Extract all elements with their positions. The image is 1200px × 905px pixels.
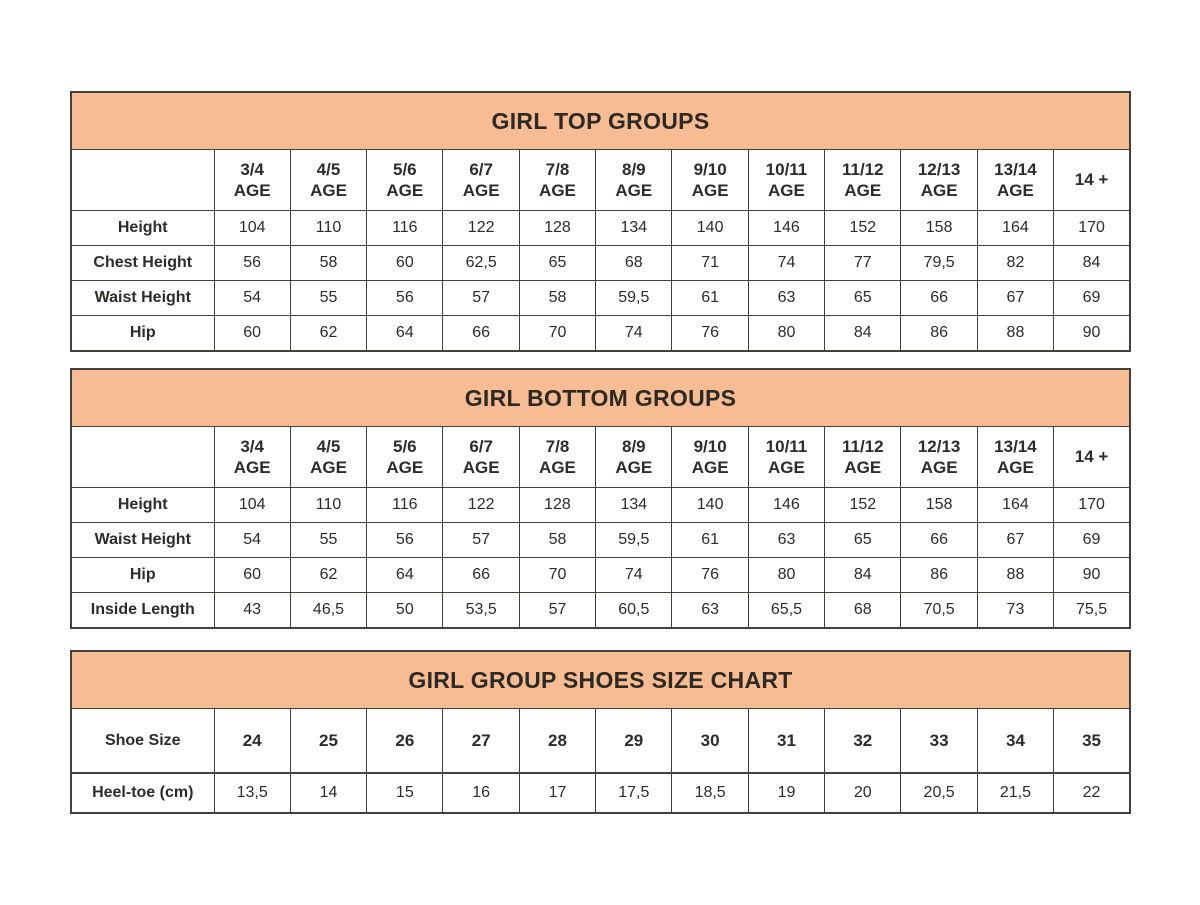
corner-empty-cell [71, 427, 214, 488]
data-cell: 170 [1054, 488, 1130, 523]
data-cell: 54 [214, 523, 290, 558]
data-cell: 19 [748, 773, 824, 813]
table-row [71, 593, 1130, 629]
data-cell: 67 [977, 281, 1053, 316]
data-cell: 77 [825, 246, 901, 281]
data-cell: 17 [519, 773, 595, 813]
data-cell: 110 [290, 488, 366, 523]
age-column-header: 8/9 AGE [596, 150, 672, 211]
age-column-header: 11/12 AGE [825, 427, 901, 488]
data-cell: 116 [367, 488, 443, 523]
data-cell: 134 [596, 488, 672, 523]
data-cell: 80 [748, 316, 824, 352]
data-cell: 62,5 [443, 246, 519, 281]
data-cell: 62 [290, 558, 366, 593]
table-row [71, 523, 1130, 558]
data-cell: 146 [748, 211, 824, 246]
data-cell: 110 [290, 211, 366, 246]
row-label: Hip [71, 316, 214, 352]
age-column-header: 4/5 AGE [290, 427, 366, 488]
data-cell: 59,5 [596, 281, 672, 316]
table-row [71, 211, 1130, 246]
age-column-header: 6/7 AGE [443, 150, 519, 211]
data-cell: 104 [214, 488, 290, 523]
data-cell: 53,5 [443, 593, 519, 629]
data-cell: 63 [672, 593, 748, 629]
age-column-header: 3/4 AGE [214, 427, 290, 488]
corner-empty-cell [71, 150, 214, 211]
data-cell: 152 [825, 488, 901, 523]
data-cell: 84 [1054, 246, 1130, 281]
data-cell: 26 [367, 709, 443, 774]
data-cell: 55 [290, 281, 366, 316]
data-cell: 74 [596, 316, 672, 352]
data-cell: 116 [367, 211, 443, 246]
age-column-header: 10/11 AGE [748, 150, 824, 211]
table-row [71, 558, 1130, 593]
data-cell: 104 [214, 211, 290, 246]
data-cell: 122 [443, 211, 519, 246]
data-cell: 30 [672, 709, 748, 774]
row-label: Waist Height [71, 523, 214, 558]
age-column-header: 12/13 AGE [901, 150, 977, 211]
data-cell: 14 [290, 773, 366, 813]
data-cell: 57 [519, 593, 595, 629]
row-label: Height [71, 211, 214, 246]
data-cell: 79,5 [901, 246, 977, 281]
data-cell: 60 [214, 316, 290, 352]
age-column-header: 6/7 AGE [443, 427, 519, 488]
data-cell: 140 [672, 488, 748, 523]
data-cell: 35 [1054, 709, 1130, 774]
data-cell: 16 [443, 773, 519, 813]
data-cell: 152 [825, 211, 901, 246]
data-cell: 70,5 [901, 593, 977, 629]
data-cell: 70 [519, 558, 595, 593]
table-row [71, 773, 1130, 813]
age-column-header: 3/4 AGE [214, 150, 290, 211]
row-label: Chest Height [71, 246, 214, 281]
data-cell: 128 [519, 488, 595, 523]
data-cell: 66 [901, 281, 977, 316]
age-column-header: 7/8 AGE [519, 150, 595, 211]
data-cell: 64 [367, 316, 443, 352]
age-column-header: 13/14 AGE [977, 427, 1053, 488]
data-cell: 158 [901, 488, 977, 523]
data-cell: 164 [977, 488, 1053, 523]
table-title-band [71, 92, 1130, 150]
data-cell: 54 [214, 281, 290, 316]
data-cell: 46,5 [290, 593, 366, 629]
data-cell: 58 [519, 281, 595, 316]
table-row [71, 316, 1130, 352]
data-cell: 61 [672, 523, 748, 558]
age-column-header: 14 + [1054, 427, 1130, 488]
data-cell: 90 [1054, 558, 1130, 593]
age-column-header: 8/9 AGE [596, 427, 672, 488]
data-cell: 74 [748, 246, 824, 281]
row-label: Heel-toe (cm) [71, 773, 214, 813]
table-title: GIRL TOP GROUPS [491, 107, 710, 134]
data-cell: 50 [367, 593, 443, 629]
data-cell: 86 [901, 316, 977, 352]
data-cell: 21,5 [977, 773, 1053, 813]
data-cell: 28 [519, 709, 595, 774]
data-cell: 170 [1054, 211, 1130, 246]
row-label: Hip [71, 558, 214, 593]
data-cell: 68 [825, 593, 901, 629]
data-cell: 146 [748, 488, 824, 523]
age-column-header: 5/6 AGE [367, 150, 443, 211]
table-girl-bottom-groups [70, 368, 1131, 629]
data-cell: 15 [367, 773, 443, 813]
data-cell: 63 [748, 281, 824, 316]
data-cell: 25 [290, 709, 366, 774]
data-cell: 134 [596, 211, 672, 246]
data-cell: 31 [748, 709, 824, 774]
data-cell: 71 [672, 246, 748, 281]
data-cell: 74 [596, 558, 672, 593]
data-cell: 27 [443, 709, 519, 774]
data-cell: 122 [443, 488, 519, 523]
data-cell: 69 [1054, 523, 1130, 558]
data-cell: 65 [825, 281, 901, 316]
table-girl-shoes-size-chart [70, 650, 1131, 814]
data-cell: 75,5 [1054, 593, 1130, 629]
data-cell: 73 [977, 593, 1053, 629]
data-cell: 60,5 [596, 593, 672, 629]
data-cell: 65 [519, 246, 595, 281]
data-cell: 76 [672, 316, 748, 352]
table-row [71, 281, 1130, 316]
data-cell: 158 [901, 211, 977, 246]
data-cell: 34 [977, 709, 1053, 774]
data-cell: 29 [596, 709, 672, 774]
data-cell: 90 [1054, 316, 1130, 352]
data-cell: 24 [214, 709, 290, 774]
size-table-grid [70, 91, 1131, 352]
data-cell: 57 [443, 523, 519, 558]
data-cell: 84 [825, 558, 901, 593]
data-cell: 140 [672, 211, 748, 246]
table-row [71, 488, 1130, 523]
data-cell: 65,5 [748, 593, 824, 629]
data-cell: 88 [977, 316, 1053, 352]
data-cell: 64 [367, 558, 443, 593]
size-table-grid [70, 368, 1131, 629]
data-cell: 66 [443, 558, 519, 593]
row-label: Shoe Size [71, 709, 214, 774]
table-title: GIRL GROUP SHOES SIZE CHART [408, 666, 793, 693]
data-cell: 18,5 [672, 773, 748, 813]
age-column-header: 9/10 AGE [672, 427, 748, 488]
data-cell: 67 [977, 523, 1053, 558]
data-cell: 66 [901, 523, 977, 558]
table-title-band [71, 369, 1130, 427]
data-cell: 76 [672, 558, 748, 593]
data-cell: 58 [519, 523, 595, 558]
data-cell: 33 [901, 709, 977, 774]
data-cell: 63 [748, 523, 824, 558]
data-cell: 17,5 [596, 773, 672, 813]
data-cell: 13,5 [214, 773, 290, 813]
data-cell: 86 [901, 558, 977, 593]
age-column-header: 4/5 AGE [290, 150, 366, 211]
data-cell: 65 [825, 523, 901, 558]
data-cell: 66 [443, 316, 519, 352]
data-cell: 56 [214, 246, 290, 281]
data-cell: 60 [367, 246, 443, 281]
age-column-header: 10/11 AGE [748, 427, 824, 488]
row-label: Waist Height [71, 281, 214, 316]
size-table-grid [70, 650, 1131, 814]
table-girl-top-groups [70, 91, 1131, 352]
data-cell: 88 [977, 558, 1053, 593]
age-column-header: 14 + [1054, 150, 1130, 211]
data-cell: 69 [1054, 281, 1130, 316]
data-cell: 68 [596, 246, 672, 281]
data-cell: 62 [290, 316, 366, 352]
data-cell: 70 [519, 316, 595, 352]
data-cell: 84 [825, 316, 901, 352]
age-column-header: 7/8 AGE [519, 427, 595, 488]
data-cell: 56 [367, 523, 443, 558]
table-row [71, 709, 1130, 774]
age-column-header: 9/10 AGE [672, 150, 748, 211]
data-cell: 58 [290, 246, 366, 281]
row-label: Inside Length [71, 593, 214, 629]
age-column-header: 5/6 AGE [367, 427, 443, 488]
data-cell: 59,5 [596, 523, 672, 558]
data-cell: 20 [825, 773, 901, 813]
data-cell: 60 [214, 558, 290, 593]
table-row [71, 246, 1130, 281]
data-cell: 20,5 [901, 773, 977, 813]
age-column-header: 13/14 AGE [977, 150, 1053, 211]
age-column-header: 12/13 AGE [901, 427, 977, 488]
data-cell: 82 [977, 246, 1053, 281]
data-cell: 57 [443, 281, 519, 316]
data-cell: 22 [1054, 773, 1130, 813]
data-cell: 164 [977, 211, 1053, 246]
data-cell: 43 [214, 593, 290, 629]
data-cell: 128 [519, 211, 595, 246]
data-cell: 56 [367, 281, 443, 316]
row-label: Height [71, 488, 214, 523]
data-cell: 61 [672, 281, 748, 316]
age-column-header: 11/12 AGE [825, 150, 901, 211]
data-cell: 55 [290, 523, 366, 558]
data-cell: 80 [748, 558, 824, 593]
table-title: GIRL BOTTOM GROUPS [464, 384, 737, 411]
data-cell: 32 [825, 709, 901, 774]
table-title-band [71, 651, 1130, 709]
